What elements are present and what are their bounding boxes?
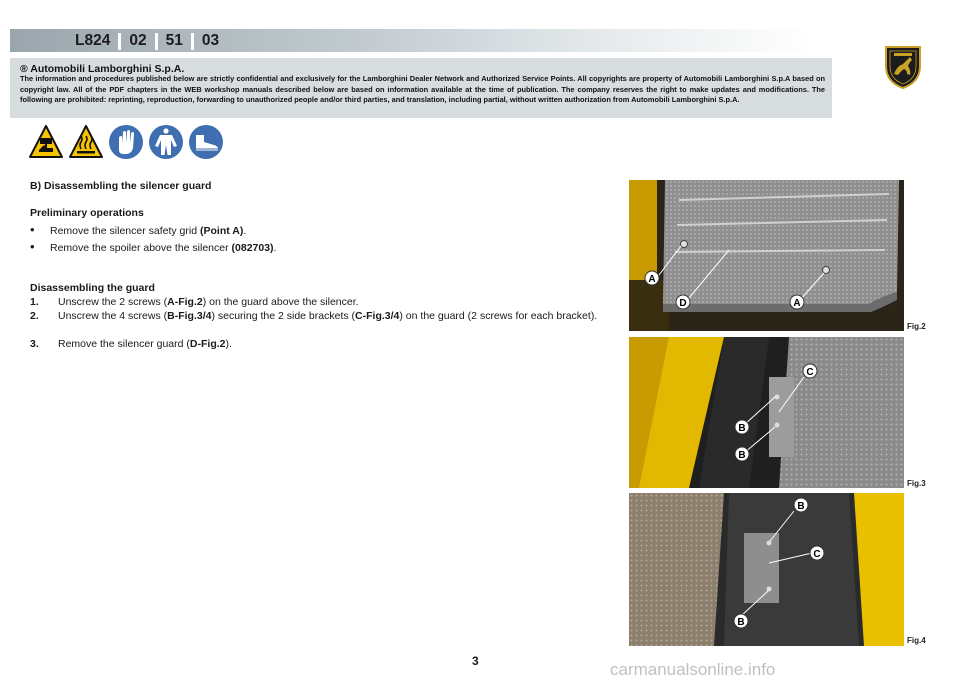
step-reference: D-Fig.2 [189, 338, 226, 350]
svg-text:C: C [813, 549, 821, 560]
callout-a [790, 295, 804, 309]
figure-4-label: Fig.4 [907, 636, 926, 645]
document-code [70, 31, 224, 51]
figure-3-label: Fig.3 [907, 479, 926, 488]
hot-surface-warning-icon [68, 124, 104, 160]
procedure-step [30, 338, 600, 352]
bullet-reference: (082703) [231, 242, 274, 254]
code-separator [155, 33, 158, 50]
step-number: 2. [30, 310, 39, 322]
procedure-step [30, 296, 600, 310]
step-text: Unscrew the 2 screws ( [58, 296, 168, 308]
step-text: ) on the guard (2 screws for each bracket). [399, 310, 598, 322]
svg-text:B: B [737, 617, 745, 628]
bullet-punct: . [243, 225, 247, 237]
callout-b [794, 498, 808, 512]
step-number: 3. [30, 338, 39, 350]
step-reference: A-Fig.2 [167, 296, 203, 308]
disassembling-title: Disassembling the guard [30, 282, 155, 294]
bullet-text: Remove the spoiler above the silencer [50, 242, 232, 254]
callout-b [734, 614, 748, 628]
callout-a [645, 271, 659, 285]
bullet-text: Remove the silencer safety grid [50, 225, 200, 237]
bullet-punct: . [273, 242, 277, 254]
step-reference: B-Fig.3/4 [167, 310, 212, 322]
code-separator [191, 33, 194, 50]
step-text: Remove the silencer guard ( [58, 338, 190, 350]
step-number: 1. [30, 296, 39, 308]
callout-d [676, 295, 690, 309]
code-group: 02 [129, 32, 147, 49]
figure-4-photo [629, 493, 904, 646]
page-number: 3 [472, 654, 479, 668]
code-separator [118, 33, 121, 50]
code-subgroup: 51 [165, 32, 183, 49]
step-text: ) securing the 2 side brackets ( [211, 310, 356, 322]
step-text: ). [225, 338, 232, 350]
callout-b [735, 447, 749, 461]
svg-text:A: A [793, 298, 801, 309]
safety-icons-row [28, 124, 224, 160]
figure-3-photo [629, 337, 904, 488]
preliminary-title: Preliminary operations [30, 207, 144, 219]
step-text: Unscrew the 4 screws ( [58, 310, 168, 322]
hand-crush-warning-icon [28, 124, 64, 160]
code-sheet: 03 [201, 32, 220, 49]
bullet-reference: (Point A) [199, 225, 244, 237]
protective-gloves-icon [108, 124, 144, 160]
callout-b [735, 420, 749, 434]
figure-2-label: Fig.2 [907, 322, 926, 331]
procedure-step [30, 310, 600, 324]
svg-text:C: C [806, 367, 814, 378]
bullet-dot: • [30, 222, 35, 237]
list-item [30, 239, 277, 254]
legal-notice-title: ® Automobili Lamborghini S.p.A. [20, 63, 185, 75]
protective-overalls-icon [148, 124, 184, 160]
figure-2-photo [629, 180, 904, 331]
watermark: carmanualsonline.info [610, 660, 776, 679]
legal-notice-text: The information and procedures published below are strictly confidential and exclusively for the Lamborghini Dealer Network and Authorized Service Points. All copyrights are property of Automobili Lamborghini S.p.A based on copyright law. All of the PDF chapters in the WEB workshop manuals described below are based on information available at the time of publication. The company reserves the right to make updates and modifications. The following are prohibited: reprinting, reproduction, forwarding to unauthorized people and/or third parties, and translation, including partial, without written authorization from Automobili Lamborghini S.p.A. [20, 74, 825, 105]
safety-shoes-icon [188, 124, 224, 160]
svg-text:B: B [738, 423, 746, 434]
svg-text:B: B [797, 501, 805, 512]
callout-c [803, 364, 817, 378]
step-reference: C-Fig.3/4 [355, 310, 400, 322]
svg-text:B: B [738, 450, 746, 461]
lamborghini-shield-logo [883, 44, 923, 90]
code-model: L824 [75, 32, 111, 49]
section-title: B) Disassembling the silencer guard [30, 180, 212, 192]
svg-text:D: D [679, 298, 687, 309]
bullet-dot: • [30, 239, 35, 254]
list-item [30, 222, 247, 237]
callout-c [810, 546, 824, 560]
step-text: ) on the guard above the silencer. [202, 296, 359, 308]
svg-text:A: A [648, 274, 656, 285]
